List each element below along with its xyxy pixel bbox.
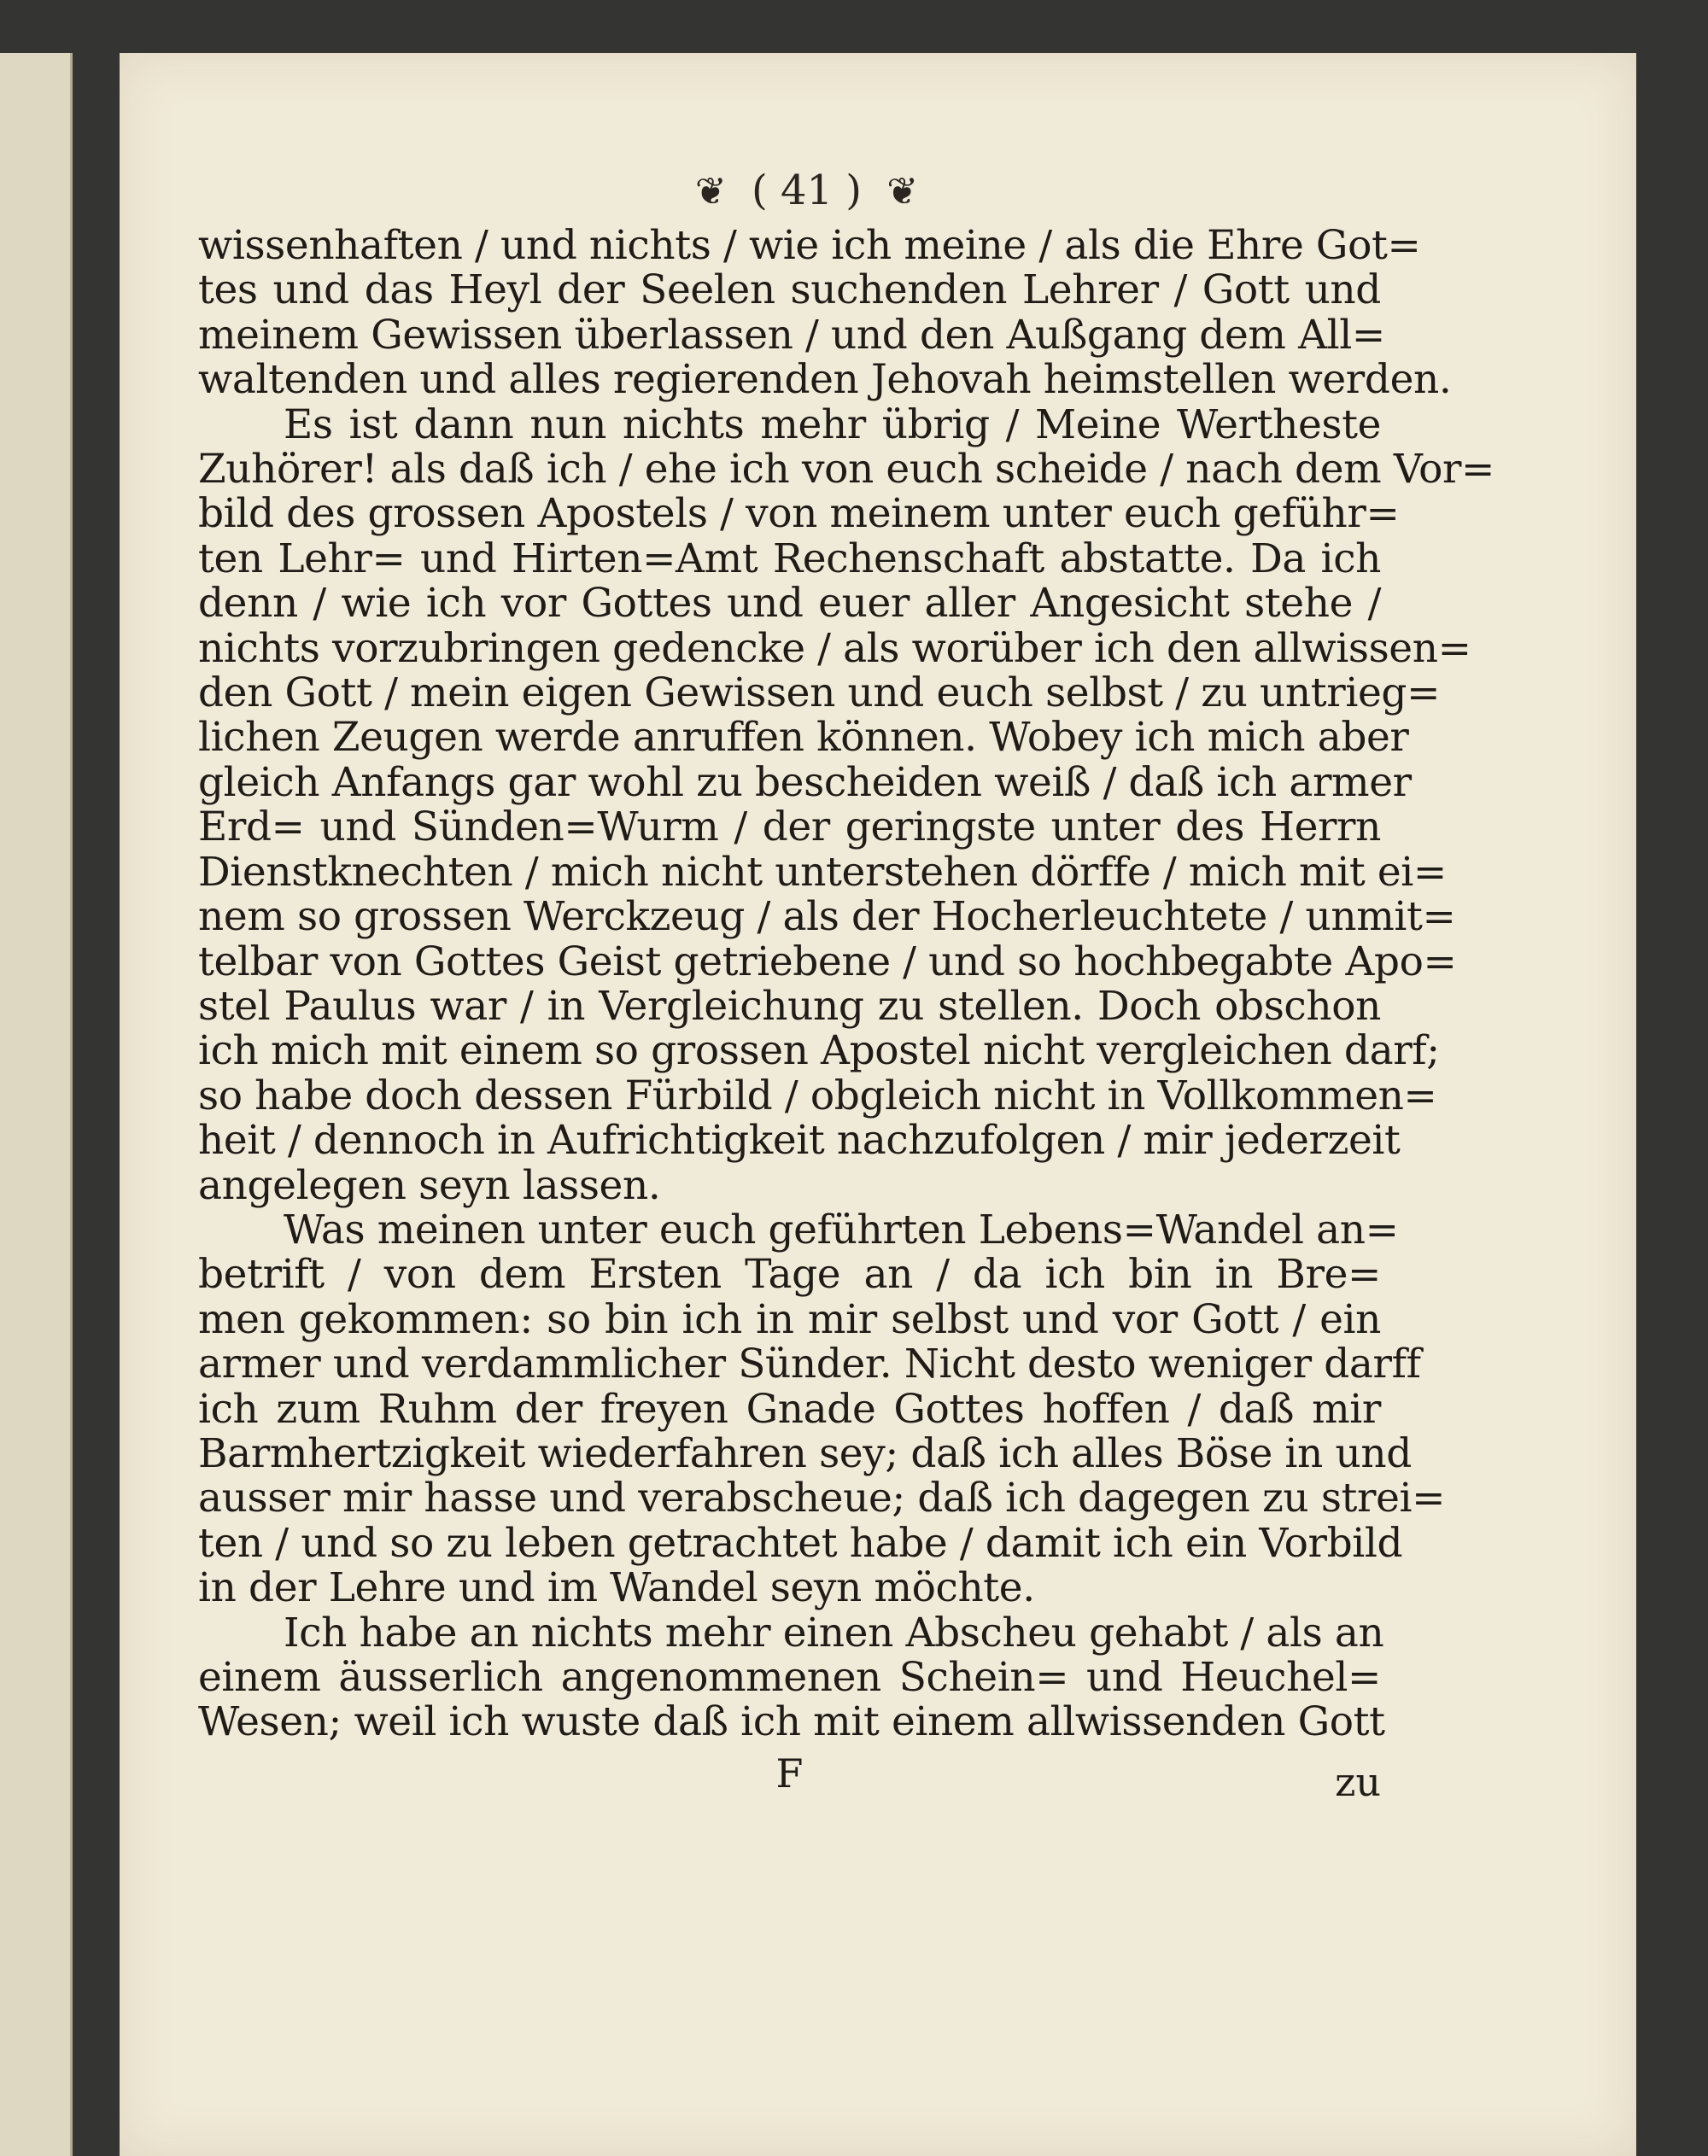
right-ornament-icon: ❦ bbox=[886, 170, 919, 213]
text-line: ich zum Ruhm der freyen Gnade Gottes hoffen / daß mir bbox=[198, 1385, 1381, 1433]
text-line: ten Lehr= und Hirten=Amt Rechenschaft abstatte. Da ich bbox=[198, 535, 1381, 582]
signature-mark: F bbox=[775, 1750, 804, 1797]
text-line: nem so grossen Werckzeug / als der Hocherleuchtete / unmit= bbox=[198, 893, 1456, 941]
text-line: Wesen; weil ich wuste daß ich mit einem allwissenden Gott bbox=[198, 1698, 1385, 1746]
text-line: gleich Anfangs gar wohl zu bescheiden weiß / daß ich armer bbox=[198, 758, 1412, 806]
text-line: ten / und so zu leben getrachtet habe / damit ich ein Vorbild bbox=[198, 1519, 1403, 1567]
text-line: einem äusserlich angenommenen Schein= und Heuchel= bbox=[198, 1654, 1381, 1701]
text-line: betrift / von dem Ersten Tage an / da ich bin in Bre= bbox=[198, 1251, 1381, 1299]
text-line: nichts vorzubringen gedencke / als worüber ich den allwissen= bbox=[198, 624, 1471, 672]
page-number: ( 41 ) bbox=[751, 167, 863, 214]
text-line: stel Paulus war / in Vergleichung zu stellen. Doch obschon bbox=[198, 982, 1381, 1030]
text-line: meinem Gewissen überlassen / und den Außgang dem All= bbox=[198, 311, 1385, 359]
page-footer bbox=[198, 1750, 1381, 1805]
text-line: bild des grossen Apostels / von meinem unter euch geführ= bbox=[198, 490, 1400, 538]
text-line: Es ist dann nun nichts mehr übrig / Meine Wertheste bbox=[284, 400, 1381, 448]
page-content bbox=[198, 164, 1495, 1805]
text-line: armer und verdammlicher Sünder. Nicht desto weniger darff bbox=[198, 1341, 1421, 1388]
text-line: men gekommen: so bin ich in mir selbst und vor Gott / ein bbox=[198, 1295, 1381, 1343]
text-line: in der Lehre und im Wandel seyn möchte. bbox=[198, 1564, 1035, 1612]
catchword: zu bbox=[1335, 1758, 1381, 1805]
text-line: so habe doch dessen Fürbild / obgleich nicht in Vollkommen= bbox=[198, 1072, 1437, 1119]
text-line: wissenhaften / und nichts / wie ich meine / als die Ehre Got= bbox=[198, 222, 1421, 269]
text-line: lichen Zeugen werde anruffen können. Wobey ich mich aber bbox=[198, 714, 1409, 762]
text-line: telbar von Gottes Geist getriebene / und so hochbegabte Apo= bbox=[198, 938, 1457, 985]
left-ornament-icon: ❦ bbox=[694, 170, 727, 213]
text-line: denn / wie ich vor Gottes und euer aller Angesicht stehe / bbox=[198, 580, 1381, 628]
text-line: Dienstknechten / mich nicht unterstehen dörffe / mich mit ei= bbox=[198, 848, 1447, 896]
text-line: waltenden und alles regierenden Jehovah heimstellen werden. bbox=[198, 356, 1452, 404]
text-line: heit / dennoch in Aufrichtigkeit nachzufolgen / mir jederzeit bbox=[198, 1117, 1401, 1165]
text-line: Zuhörer! als daß ich / ehe ich von euch scheide / nach dem Vor= bbox=[198, 446, 1495, 494]
page-header bbox=[232, 164, 1381, 217]
text-line: Ich habe an nichts mehr einen Abscheu gehabt / als an bbox=[284, 1609, 1384, 1656]
text-line: Erd= und Sünden=Wurm / der geringste unter des Herrn bbox=[198, 803, 1381, 851]
text-line: den Gott / mein eigen Gewissen und euch selbst / zu untrieg= bbox=[198, 669, 1441, 717]
text-line: angelegen seyn lassen. bbox=[198, 1161, 661, 1209]
adjacent-page-edge bbox=[0, 53, 73, 2156]
text-line: Barmhertzigkeit wiederfahren sey; daß ich alles Böse in und bbox=[198, 1429, 1412, 1477]
text-line: Was meinen unter euch geführten Lebens=Wandel an= bbox=[284, 1206, 1399, 1253]
text-line: tes und das Heyl der Seelen suchenden Lehrer / Gott und bbox=[198, 266, 1381, 314]
text-line: ich mich mit einem so grossen Apostel nicht vergleichen darf; bbox=[198, 1027, 1440, 1075]
body-text bbox=[198, 222, 1495, 1746]
book-page bbox=[120, 53, 1636, 2156]
text-line: ausser mir hasse und verabscheue; daß ich dagegen zu strei= bbox=[198, 1475, 1446, 1522]
